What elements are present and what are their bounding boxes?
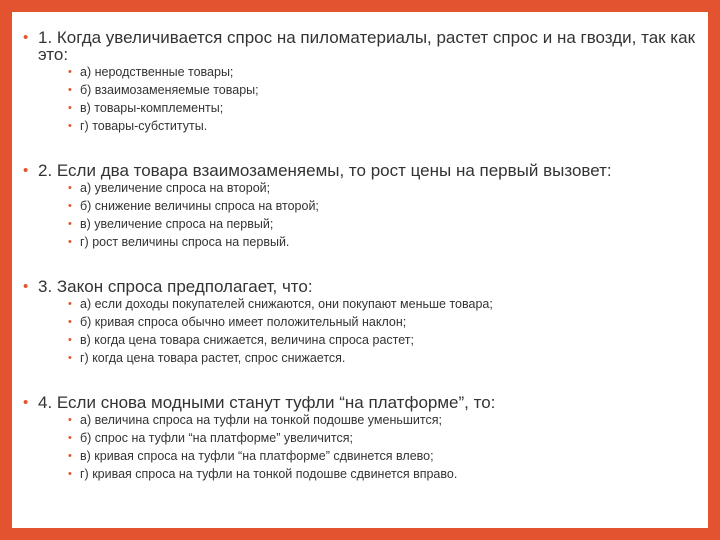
answer-list bbox=[68, 295, 700, 367]
answer-item: • б) взаимозаменяемые товары; bbox=[68, 83, 259, 97]
bullet-icon: • bbox=[68, 66, 72, 78]
question-3 bbox=[20, 278, 700, 367]
question-2 bbox=[20, 162, 700, 251]
question-text bbox=[20, 394, 700, 411]
bullet-icon: • bbox=[68, 120, 72, 132]
bullet-icon: • bbox=[23, 278, 29, 295]
answer-item: • г) товары-субституты. bbox=[68, 119, 208, 133]
bullet-icon: • bbox=[68, 316, 72, 328]
question-1 bbox=[20, 29, 700, 135]
question-text bbox=[20, 29, 700, 63]
answer-item: • б) кривая спроса обычно имеет положительный наклон; bbox=[68, 315, 407, 329]
question-text bbox=[20, 278, 700, 295]
slide bbox=[12, 12, 708, 528]
bullet-icon: • bbox=[68, 450, 72, 462]
bullet-icon: • bbox=[68, 468, 72, 480]
question-4 bbox=[20, 394, 700, 483]
bullet-icon: • bbox=[23, 162, 29, 179]
bullet-icon: • bbox=[68, 236, 72, 248]
question-text bbox=[20, 162, 700, 179]
answer-item: • а) величина спроса на туфли на тонкой подошве уменьшится; bbox=[68, 413, 442, 427]
answer-item: • в) когда цена товара снижается, величина спроса растет; bbox=[68, 333, 414, 347]
bullet-icon: • bbox=[68, 298, 72, 310]
answer-list bbox=[68, 411, 700, 483]
bullet-icon: • bbox=[68, 414, 72, 426]
bullet-icon: • bbox=[68, 84, 72, 96]
bullet-icon: • bbox=[23, 394, 29, 411]
answer-item: • в) кривая спроса на туфли “на платформе” сдвинется влево; bbox=[68, 449, 434, 463]
answer-item: • а) если доходы покупателей снижаются, они покупают меньше товара; bbox=[68, 297, 493, 311]
question-3-text: 3. Закон спроса предполагает, что: bbox=[38, 277, 313, 296]
answer-item: • г) рост величины спроса на первый. bbox=[68, 235, 290, 249]
bullet-icon: • bbox=[68, 334, 72, 346]
bullet-icon: • bbox=[68, 182, 72, 194]
answer-item: • в) товары-комплементы; bbox=[68, 101, 224, 115]
question-2-text: 2. Если два товара взаимозаменяемы, то рост цены на первый вызовет: bbox=[38, 161, 612, 180]
bullet-icon: • bbox=[68, 102, 72, 114]
answer-list bbox=[68, 63, 700, 135]
question-1-text: 1. Когда увеличивается спрос на пиломатериалы, растет спрос и на гвозди, так как это: bbox=[38, 28, 696, 64]
answer-item: • г) когда цена товара растет, спрос снижается. bbox=[68, 351, 346, 365]
answer-list bbox=[68, 179, 700, 251]
answer-item: • а) неродственные товары; bbox=[68, 65, 234, 79]
bullet-icon: • bbox=[68, 218, 72, 230]
answer-item: • б) спрос на туфли “на платформе” увеличится; bbox=[68, 431, 353, 445]
bullet-icon: • bbox=[68, 432, 72, 444]
bullet-icon: • bbox=[68, 200, 72, 212]
question-4-text: 4. Если снова модными станут туфли “на платформе”, то: bbox=[38, 393, 496, 412]
bullet-icon: • bbox=[68, 352, 72, 364]
bullet-icon: • bbox=[23, 29, 29, 46]
answer-item: • в) увеличение спроса на первый; bbox=[68, 217, 274, 231]
answer-item: • б) снижение величины спроса на второй; bbox=[68, 199, 319, 213]
answer-item: • а) увеличение спроса на второй; bbox=[68, 181, 271, 195]
answer-item: • г) кривая спроса на туфли на тонкой подошве сдвинется вправо. bbox=[68, 467, 458, 481]
